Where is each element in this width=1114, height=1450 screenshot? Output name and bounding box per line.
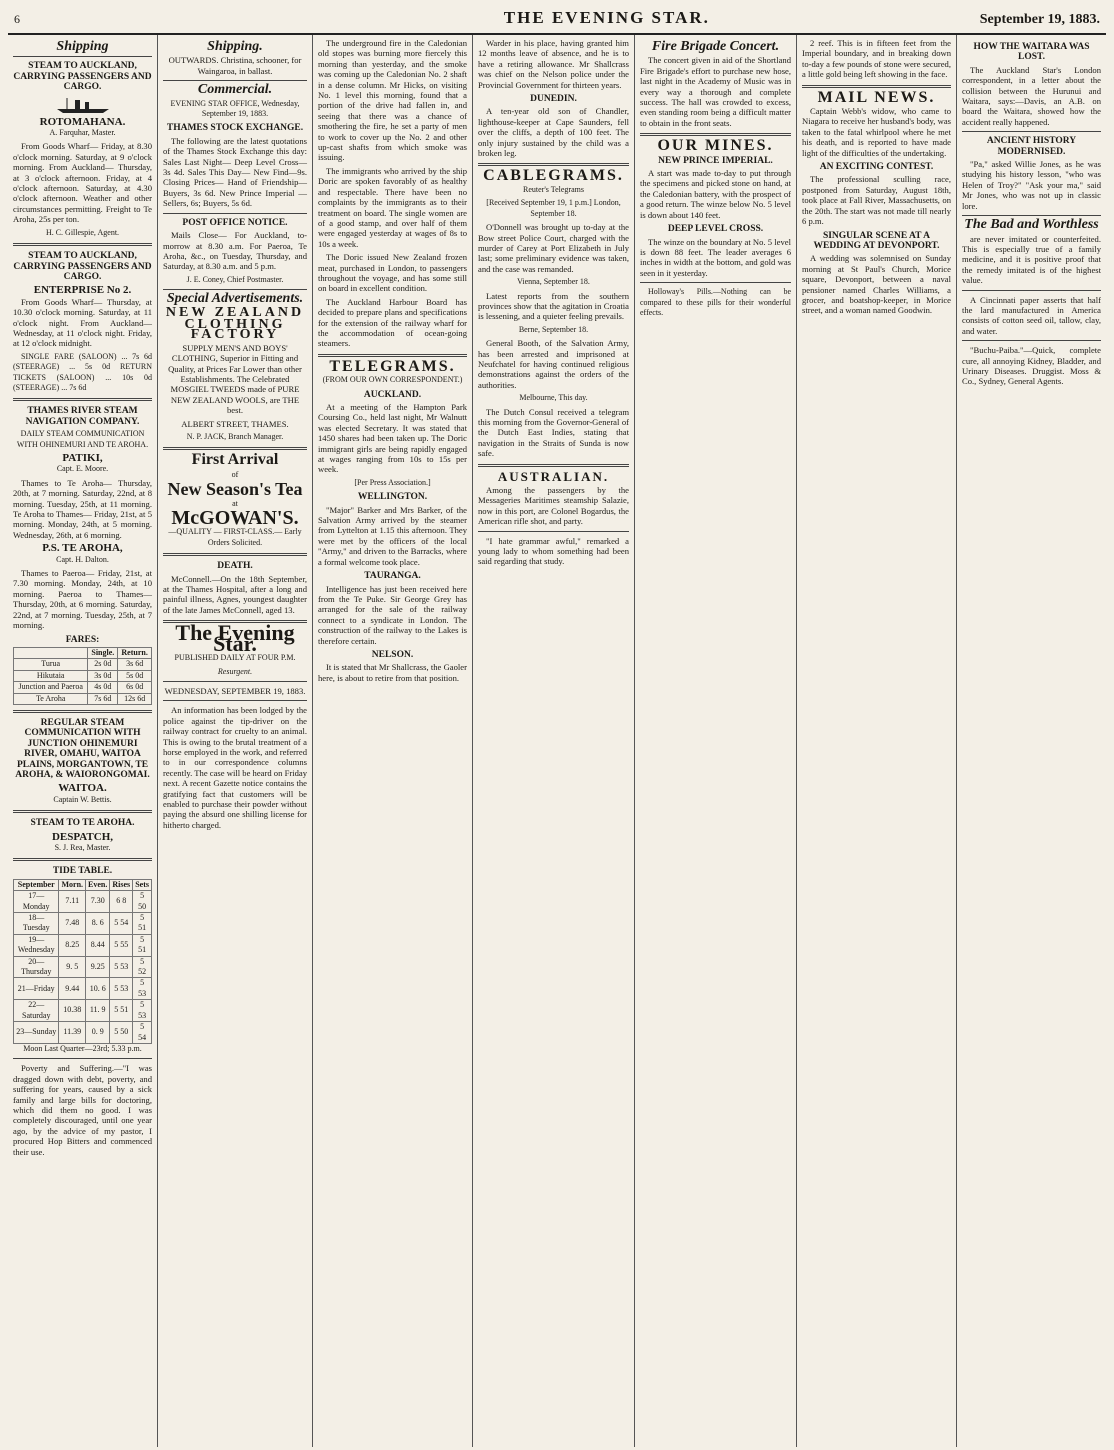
article-text: The underground fire in the Caledonian old stopes was burning more fiercely this morning than yesterday, and the smoke was coming up the Caledonian No. 2 shaft in a dense column. Mr Hicks, on visiting No. 1 level this morning, found that a portion of the drive had fallen in, and seeing that there was a chance of smothering the fire, he set a party of men to work to cover up the No. 2 and other up-cast shafts from which smoke was issuing. bbox=[318, 38, 467, 163]
mine-name: DEEP LEVEL CROSS. bbox=[667, 224, 764, 235]
issue-date: September 19, 1883. bbox=[979, 12, 1100, 27]
ad-headline: CLOTHING FACTORY bbox=[184, 316, 286, 343]
agent: H. C. Gillespie, Agent. bbox=[45, 227, 120, 237]
fares-text: SINGLE FARE (SALOON) ... 7s 6d (STEERAGE) ... 5s 0d RETURN TICKETS (SALOON) ... 10s 0d (STEERAGE) ... 7s 6d bbox=[13, 351, 152, 392]
article-heading: SINGULAR SCENE AT A WEDDING AT DEVONPORT. bbox=[813, 230, 940, 251]
article-heading: AN EXCITING CONTEST. bbox=[819, 162, 934, 173]
column-3 bbox=[313, 35, 473, 1447]
article-text: The immigrants who arrived by the ship Doric are spoken favorably of as healthy and respectable. There have been no complaints by the immigrants as to their treatment on board. The single women are of a good stamp, and over half of them were engaged yesterday at wages of 8s to 10s a week. bbox=[318, 165, 467, 249]
article-text: Latest reports from the southern provinces show that the agitation in Croatia is lessening, and a quieter feeling prevails. bbox=[478, 290, 629, 322]
article-text: General Booth, of the Salvation Army, has been arrested and imprisoned at Neufchatel for having continued religious demonstrations against the orders of the authorities. bbox=[478, 338, 629, 390]
published-line: PUBLISHED DAILY AT FOUR P.M. bbox=[174, 653, 296, 663]
shipping-heading: Shipping. bbox=[207, 39, 263, 54]
ad-title: STEAM TO AUCKLAND, CARRYING PASSENGERS AND CARGO. bbox=[13, 61, 152, 93]
article-text: "Major" Barker and Mrs Barker, of the Salvation Army arrived by the steamer from Lyttelton at 1.15 this afternoon. They were met by the officers of the local "Army," and driven to the Barracks, where a formal welcome took place. bbox=[318, 504, 467, 567]
article-text: At a meeting of the Hampton Park Coursing Co., held last night, Mr Walnutt was elected Secretary. It was stated that 1450 shares had been taken up. The Doric immigrant girls are being rapidly engaged at wages ranging from 10s to 15s per week. bbox=[318, 402, 467, 475]
shipping-heading: Shipping bbox=[56, 39, 109, 54]
telegrams-heading: TELEGRAMS. bbox=[329, 357, 456, 375]
ad-address: ALBERT STREET, THAMES. bbox=[181, 418, 289, 429]
ad-title: STEAM TO TE AROHA. bbox=[30, 818, 135, 829]
concert-heading: Fire Brigade Concert. bbox=[651, 39, 780, 54]
commercial-heading: Commercial. bbox=[197, 82, 273, 98]
column-5 bbox=[635, 35, 797, 1447]
exchange-body: The following are the latest quotations of the Thames Stock Exchange this day: Sales Last Night— Deep Level Cross—3s 4d. Sales This Day— New Find—9s. Closing Prices— Hand of Friendship—Buyers, 3s 6d. New Prince Imperial — Sellers, 6s; Buyers, 5s 6d. bbox=[163, 135, 307, 209]
article-text: The Dutch Consul received a telegram this morning from the Governor-General of the Dutch East Indies, stating that navigation in the Straits of Sunda is now safe. bbox=[478, 406, 629, 459]
ship-master: Capt. H. Dalton. bbox=[56, 554, 109, 564]
post-body: Mails Close— For Auckland, to-morrow at 8.30 a.m. For Paeroa, Te Aroha, &c., on Tuesday, Thursday, and Saturday, at 8.30 a.m. and 5 p.m. bbox=[163, 230, 307, 272]
dateline-place: TAURANGA. bbox=[364, 571, 421, 582]
table-header bbox=[14, 647, 88, 658]
dateline-place: DUNEDIN. bbox=[530, 94, 577, 105]
ad-title: STEAM TO AUCKLAND, CARRYING PASSENGERS AND CARGO. bbox=[13, 251, 152, 282]
article-text: Poverty and Suffering.—"I was dragged down with debt, poverty, and suffering for years, caused by a sick family and large bills for doctoring, which did them no good. I was completely discouraged, until one year ago, by the advice of my pastor, I procured Hop Bitters and commenced their use. bbox=[13, 1063, 152, 1157]
ship-name: DESPATCH, bbox=[51, 830, 113, 843]
dateline: [Received September 19, 1 p.m.] London, September 18. bbox=[486, 198, 621, 218]
ad-body: SUPPLY MEN'S AND BOYS' CLOTHING, Superior in Fitting and Quality, at Prices Far Lower than other Establishments. The Celebrated MOSGIEL TWEEDS made of PURE NEW ZEALAND WOOLS, are THE best. bbox=[168, 342, 302, 416]
ship-master: Captain W. Bettis. bbox=[53, 794, 112, 804]
mail-heading: MAIL NEWS. bbox=[817, 88, 936, 106]
article-text: The winze on the boundary at No. 5 level is down 88 feet. The leader averages 6 inches in width at the bottom, and gold was seen in it yesterday. bbox=[640, 236, 791, 278]
ship-name: WAITOA. bbox=[58, 782, 107, 795]
page-number: 6 bbox=[14, 12, 20, 26]
paper-nameplate: The Evening Star. bbox=[175, 620, 295, 656]
article-text: It is stated that Mr Shallcrass, the Gaoler here, is about to retire from that position. bbox=[318, 662, 467, 683]
post-title: POST OFFICE NOTICE. bbox=[182, 217, 288, 228]
steamship-icon bbox=[53, 96, 113, 114]
article-text: A start was made to-day to put through the specimens and picked stone on hand, at the Caledonian battery, with the prospect of a good return. The winze below No. 5 level is down about 140 feet. bbox=[640, 168, 791, 220]
article-text: A Cincinnati paper asserts that half the lard manufactured in America consists of cotton seed oil, tallow, clay, and water. bbox=[962, 294, 1101, 336]
table-row: 20—Thursday 9. 5 9.25 5 53 5 52 bbox=[14, 956, 152, 978]
masthead bbox=[8, 6, 1106, 35]
article-text: The professional sculling race, postponed from Saturday, August 18th, took place at Fall River, Massachusetts, on the 20th. The start was not made till nearly 6 p.m. bbox=[802, 174, 951, 227]
column-4 bbox=[473, 35, 635, 1447]
dateline-place: NELSON. bbox=[371, 649, 414, 660]
article-text: O'Donnell was brought up to-day at the Bow street Police Court, charged with the murder of Carey at Port Elizabeth in July last; some preliminary evidence was taken, and the case was remanded. bbox=[478, 222, 629, 274]
editorial-dateline: WEDNESDAY, SEPTEMBER 19, 1883. bbox=[164, 685, 306, 696]
tide-table: September Morn. Even. Rises Sets 17—Monday 7.11 7.30 6 8 5 50 18—Tuesday 7.48 8. 6 5 54 5 51 19—Wednesday 8.25 8.44 5 55 5 51 20—Thursday 9. 5 9.25 5 53 5 52 21—Friday 9.44 10. 6 5 53 5 53 22—Saturday 10.38 11. 9 5 51 5 53 23—Sunday 11.39 0. 9 5 50 5 54 bbox=[13, 879, 152, 1044]
press-credit: [Per Press Association.] bbox=[354, 477, 431, 487]
column-1 bbox=[8, 35, 158, 1447]
ad-title: REGULAR STEAM COMMUNICATION WITH JUNCTION OHINEMURI RIVER, OMAHU, WAITOA PLAINS, MORGANTOWN, TE AROHA, & WAIORONGOMAI. bbox=[15, 717, 150, 780]
table-row: Hikutaia 3s 0d 5s 0d bbox=[14, 670, 152, 681]
table-row: 17—Monday 7.11 7.30 6 8 5 50 bbox=[14, 891, 152, 913]
table-row: 22—Saturday 10.38 11. 9 5 51 5 53 bbox=[14, 1000, 152, 1022]
article-text: Holloway's Pills.—Nothing can be compared to these pills for their wonderful effects. bbox=[640, 287, 791, 317]
ship-name: PATIKI, bbox=[62, 452, 103, 464]
article-text: The Doric issued New Zealand frozen meat, purchased in London, to passengers throughout the voyage, and has some still on board in excellent condition. bbox=[318, 252, 467, 294]
dateline-place: WELLINGTON. bbox=[357, 492, 428, 503]
fares-title: FARES: bbox=[65, 634, 100, 645]
ad-title: THAMES RIVER STEAM NAVIGATION COMPANY. bbox=[25, 406, 140, 427]
article-heading: ANCIENT HISTORY MODERNISED. bbox=[986, 136, 1077, 157]
tea-ad-line: at bbox=[232, 498, 238, 508]
column-7 bbox=[957, 35, 1106, 1447]
columns bbox=[8, 35, 1106, 1447]
newspaper-title: THE EVENING STAR. bbox=[503, 8, 710, 27]
ship-master: A. Farquhar, Master. bbox=[49, 128, 116, 138]
table-row: 18—Tuesday 7.48 8. 6 5 54 5 51 bbox=[14, 913, 152, 935]
article-heading: The Bad and Worthless bbox=[964, 217, 1099, 233]
death-body: McConnell.—On the 18th September, at the Thames Hospital, after a long and painful illness, Agnes, youngest daughter of the late James McConnell, aged 13. bbox=[163, 573, 307, 615]
column-6 bbox=[797, 35, 957, 1447]
mines-heading: OUR MINES. bbox=[657, 137, 774, 155]
article-text: "I hate grammar awful," remarked a young lady to whom something had been said regarding that study. bbox=[478, 535, 629, 567]
dateline: Berne, September 18. bbox=[518, 324, 589, 334]
exchange-title: THAMES STOCK EXCHANGE. bbox=[166, 123, 304, 134]
table-row: 19—Wednesday 8.25 8.44 5 55 5 51 bbox=[14, 934, 152, 956]
table-row: Turua 2s 0d 3s 6d bbox=[14, 659, 152, 670]
ad-body: From Goods Wharf— Thursday, at 10.30 o'clock morning. Saturday, at 11 o'clock night. From Auckland— Wednesday, at 11 o'clock night. Friday, at 12 o'clock midnight. bbox=[13, 296, 152, 349]
table-row: Junction and Paeroa 4s 0d 6s 0d bbox=[14, 682, 152, 693]
table-row: 23—Sunday 11.39 0. 9 5 50 5 54 bbox=[14, 1022, 152, 1044]
article-text: The Auckland Star's London correspondent, in a letter about the collision between the Hurunui and Waitara, says:—Davis, an A.B. on board the Waitara, showed how the accident really happened. bbox=[962, 64, 1101, 127]
australian-heading: AUSTRALIAN. bbox=[497, 468, 610, 484]
table-header: Single. bbox=[88, 647, 118, 658]
ad-body: Thames to Paeroa— Friday, 21st, at 7.30 morning. Monday, 24th, at 10 morning. Paeroa to Thames— Thursday, 20th, at 6 morning. Saturday, 22nd, at 7 morning. Tuesday, 25th, at 7 morning. bbox=[13, 568, 152, 631]
ship-master: S. J. Rea, Master. bbox=[54, 843, 111, 852]
telegrams-sub: (FROM OUR OWN CORRESPONDENT.) bbox=[322, 375, 463, 385]
article-text: A wedding was solemnised on Sunday morning at St Paul's Church, Morice square, Devonport, between a naval pensioner named Charles Williams, a grocer, and boatshop-keeper, in Morice street, and a woman named Goodwin. bbox=[802, 253, 951, 316]
tide-title: TIDE TABLE. bbox=[52, 866, 113, 877]
article-text: 2 reef. This is in fifteen feet from the Imperial boundary, and in breaking down to-day a few pounds of stone were secured, a little gold being left showing in the face. bbox=[802, 38, 951, 80]
motto: Resurgent. bbox=[217, 666, 253, 676]
ship-master: Capt. E. Moore. bbox=[56, 464, 109, 474]
table-row: Te Aroha 7s 6d 12s 6d bbox=[14, 693, 152, 704]
article-text: Among the passengers by the Messageries Maritimes steamship Salazie, now in this port, are Colonel Bogardus, the American rifle shot, and party. bbox=[478, 485, 629, 527]
tea-ad-line: New Season's Tea bbox=[167, 479, 303, 500]
article-text: are never imitated or counterfeited. This is especially true of a family medicine, and it is positive proof that the remedy imitated is of the highest value. bbox=[962, 233, 1101, 286]
dateline: Vienna, September 18. bbox=[517, 277, 590, 287]
reuter-credit: Reuter's Telegrams bbox=[523, 184, 584, 194]
article-text: Captain Webb's widow, who came to Niagara to receive her husband's body, was taken to the fatal whirlpool where he met his death, and is reported to have made light of the difficulties of the undertaking. bbox=[802, 106, 951, 158]
mine-name: NEW PRINCE IMPERIAL. bbox=[658, 155, 773, 166]
office-dateline: EVENING STAR OFFICE, Wednesday, September 19, 1883. bbox=[170, 98, 300, 119]
ad-headline: NEW ZEALAND bbox=[165, 304, 305, 320]
death-title: DEATH. bbox=[217, 561, 253, 572]
ad-manager: N. P. JACK, Branch Manager. bbox=[186, 432, 284, 441]
table-header: Return. bbox=[118, 647, 152, 658]
ad-body: Thames to Te Aroha— Thursday, 20th, at 7 morning. Saturday, 22nd, at 8 morning. Tuesday, 25th, at 11 morning. Te Aroha to Thames— Friday, 21st, at 5 morning. Monday, 24th, at 5 morning. Wednesday, 26th, at 6 morning. bbox=[13, 477, 152, 540]
tea-ad-body: —QUALITY — FIRST-CLASS.— Early Orders Solicited. bbox=[168, 527, 302, 547]
table-row: 21—Friday 9.44 10. 6 5 53 5 53 bbox=[14, 978, 152, 1000]
post-sign: J. E. Coney, Chief Postmaster. bbox=[186, 274, 284, 284]
article-text: An information has been lodged by the police against the tip-driver on the railway contract for cruelty to an animal. This is owing to the brutal treatment of a horse employed in the work, and referred to in our correspondence columns recently. The case will be heard on Friday next. A recent Gazette notice contains the gratifying fact that customers will be enabled to purchase their powder without paying the absurd one shilling license for hitherto charged. bbox=[163, 705, 307, 830]
special-ads-heading: Special Advertisements. bbox=[166, 291, 304, 307]
column-2 bbox=[158, 35, 313, 1447]
dateline: Melbourne, This day. bbox=[519, 393, 588, 403]
ship-name: P.S. TE AROHA, bbox=[42, 542, 123, 555]
tea-ad-line: of bbox=[231, 469, 239, 479]
tea-ad-line: McGOWAN'S. bbox=[171, 507, 299, 530]
moon-phase: Moon Last Quarter—23rd; 5.33 p.m. bbox=[23, 1043, 142, 1053]
dateline-place: AUCKLAND. bbox=[363, 389, 422, 400]
cablegrams-heading: CABLEGRAMS. bbox=[483, 167, 624, 185]
article-heading: HOW THE WAITARA WAS LOST. bbox=[973, 42, 1090, 63]
fares-table bbox=[13, 647, 152, 705]
article-text: "Pa," asked Willie Jones, as he was studying his history lesson, "who was Helen of Troy?" "Ask your ma," said Mr Jones, who was not up in classic lore. bbox=[962, 159, 1101, 211]
ship-name: ENTERPRISE No 2. bbox=[33, 284, 132, 297]
outwards-text: OUTWARDS. Christina, schooner, for Waingaroa, in ballast. bbox=[168, 55, 302, 76]
ship-name: ROTOMAHANA. bbox=[39, 115, 126, 128]
tea-ad-line: First Arrival bbox=[191, 451, 279, 469]
ad-subtitle: DAILY STEAM COMMUNICATION WITH OHINEMURI AND TE AROHA. bbox=[16, 429, 149, 449]
ad-body: From Goods Wharf— Friday, at 8.30 o'clock morning. Saturday, at 9 o'clock morning. From Auckland— Thursday, at 3 o'clock afternoon. Friday, at 4 o'clock afternoon. Saturday, at 4.30 o'clock afternoon. Weather and other circumstances permitting. Freight to Te Aroha, 25s per ton. bbox=[13, 141, 152, 225]
article-text: Warder in his place, having granted him 12 months leave of absence, and he is to have a retiring allowance. Mr Shallcrass was chief on the Nelson police under the Provincial Government for thirteen years. bbox=[478, 38, 629, 90]
article-text: "Buchu-Paiba."—Quick, complete cure, all annoying Kidney, Bladder, and Urinary Diseases. Druggist. Moss & Co., Sydney, General Agents. bbox=[962, 345, 1101, 387]
article-text: A ten-year old son of Chandler, lighthouse-keeper at Cape Saunders, fell over the cliffs, a depth of 100 feet. The only injury sustained by the child was a broken leg. bbox=[478, 106, 629, 159]
article-text: Intelligence has just been received here from the Te Puke. Sir George Grey has arranged for the sale of the railway connect to a syndicate in London. The construction of the railway to the Lakes is therefore certain. bbox=[318, 583, 467, 646]
article-text: The concert given in aid of the Shortland Fire Brigade's effort to purchase new hose, last night in the Academy of Music was in every way a thorough and complete success. The hall was crowded to excess, even standing room being a difficult matter to obtain in the front seats. bbox=[640, 55, 791, 128]
article-text: The Auckland Harbour Board has decided to prepare plans and specifications for the extension of the railway wharf for the accommodation of ocean-going steamers. bbox=[318, 296, 467, 349]
